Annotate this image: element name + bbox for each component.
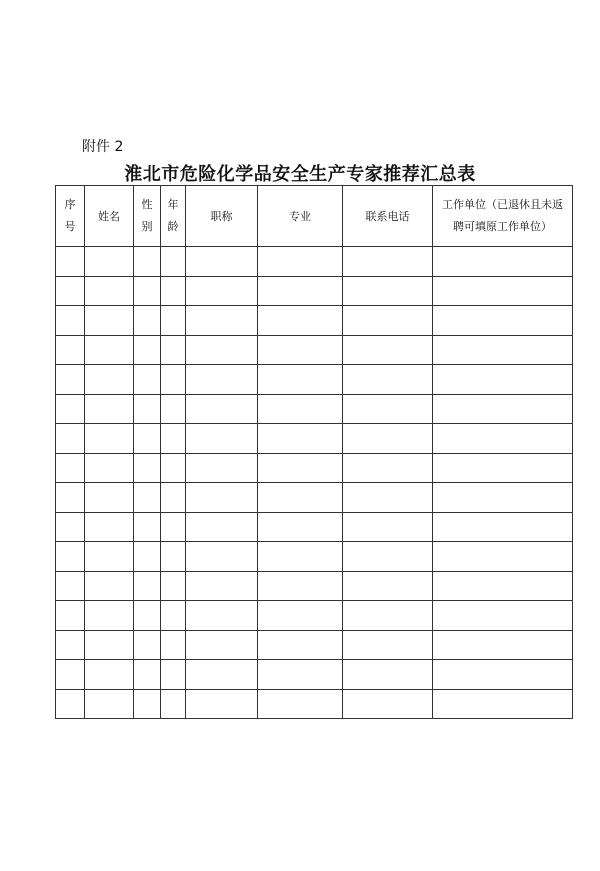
cell-title bbox=[186, 335, 258, 365]
cell-name bbox=[85, 335, 134, 365]
table-row bbox=[56, 394, 573, 424]
cell-age bbox=[161, 483, 186, 513]
cell-gender bbox=[134, 542, 161, 572]
table-row bbox=[56, 306, 573, 336]
cell-index bbox=[56, 453, 85, 483]
cell-name bbox=[85, 660, 134, 690]
cell-employer bbox=[433, 335, 573, 365]
cell-age bbox=[161, 689, 186, 719]
cell-employer bbox=[433, 394, 573, 424]
header-title: 职称 bbox=[186, 186, 258, 247]
cell-title bbox=[186, 365, 258, 395]
cell-phone bbox=[343, 394, 433, 424]
table-row bbox=[56, 571, 573, 601]
cell-name bbox=[85, 247, 134, 277]
cell-name bbox=[85, 424, 134, 454]
cell-phone bbox=[343, 306, 433, 336]
header-age-line2: 龄 bbox=[167, 220, 179, 233]
cell-age bbox=[161, 276, 186, 306]
cell-name bbox=[85, 689, 134, 719]
cell-gender bbox=[134, 306, 161, 336]
cell-name bbox=[85, 512, 134, 542]
cell-name bbox=[85, 365, 134, 395]
cell-index bbox=[56, 660, 85, 690]
cell-title bbox=[186, 306, 258, 336]
cell-title bbox=[186, 276, 258, 306]
cell-title bbox=[186, 453, 258, 483]
cell-index bbox=[56, 365, 85, 395]
cell-gender bbox=[134, 689, 161, 719]
cell-phone bbox=[343, 512, 433, 542]
header-age-line1: 年 bbox=[167, 198, 179, 211]
cell-employer bbox=[433, 689, 573, 719]
cell-phone bbox=[343, 689, 433, 719]
cell-age bbox=[161, 424, 186, 454]
table-row bbox=[56, 512, 573, 542]
cell-employer bbox=[433, 365, 573, 395]
cell-specialty bbox=[258, 394, 343, 424]
cell-employer bbox=[433, 660, 573, 690]
table-row bbox=[56, 689, 573, 719]
cell-gender bbox=[134, 335, 161, 365]
cell-gender bbox=[134, 247, 161, 277]
cell-employer bbox=[433, 483, 573, 513]
cell-phone bbox=[343, 571, 433, 601]
cell-gender bbox=[134, 424, 161, 454]
cell-gender bbox=[134, 660, 161, 690]
cell-index bbox=[56, 306, 85, 336]
cell-specialty bbox=[258, 424, 343, 454]
cell-title bbox=[186, 247, 258, 277]
table-row bbox=[56, 601, 573, 631]
header-phone: 联系电话 bbox=[343, 186, 433, 247]
cell-name bbox=[85, 453, 134, 483]
cell-phone bbox=[343, 424, 433, 454]
cell-specialty bbox=[258, 247, 343, 277]
header-employer-text: 工作单位（已退休且未返聘可填原工作单位） bbox=[442, 198, 563, 233]
document-title: 淮北市危险化学品安全生产专家推荐汇总表 bbox=[124, 164, 476, 185]
cell-title bbox=[186, 571, 258, 601]
cell-phone bbox=[343, 276, 433, 306]
cell-title bbox=[186, 660, 258, 690]
cell-title bbox=[186, 483, 258, 513]
header-specialty: 专业 bbox=[258, 186, 343, 247]
cell-specialty bbox=[258, 601, 343, 631]
cell-specialty bbox=[258, 689, 343, 719]
cell-title bbox=[186, 630, 258, 660]
cell-gender bbox=[134, 512, 161, 542]
cell-gender bbox=[134, 394, 161, 424]
cell-employer bbox=[433, 453, 573, 483]
cell-gender bbox=[134, 630, 161, 660]
cell-index bbox=[56, 542, 85, 572]
header-gender-line2: 别 bbox=[141, 220, 153, 233]
expert-summary-table bbox=[55, 185, 573, 719]
cell-specialty bbox=[258, 571, 343, 601]
cell-title bbox=[186, 512, 258, 542]
cell-index bbox=[56, 394, 85, 424]
cell-specialty bbox=[258, 542, 343, 572]
header-index-line2: 号 bbox=[64, 220, 76, 233]
cell-employer bbox=[433, 424, 573, 454]
header-index-line1: 序 bbox=[64, 198, 76, 211]
cell-age bbox=[161, 512, 186, 542]
table-row bbox=[56, 453, 573, 483]
table-row bbox=[56, 660, 573, 690]
table-row bbox=[56, 335, 573, 365]
cell-age bbox=[161, 394, 186, 424]
table-row bbox=[56, 365, 573, 395]
cell-index bbox=[56, 483, 85, 513]
header-row bbox=[56, 186, 573, 247]
table-body bbox=[56, 247, 573, 719]
cell-gender bbox=[134, 571, 161, 601]
cell-phone bbox=[343, 660, 433, 690]
cell-specialty bbox=[258, 483, 343, 513]
header-gender bbox=[134, 186, 161, 247]
cell-age bbox=[161, 601, 186, 631]
cell-phone bbox=[343, 483, 433, 513]
cell-employer bbox=[433, 630, 573, 660]
cell-gender bbox=[134, 276, 161, 306]
cell-phone bbox=[343, 542, 433, 572]
cell-gender bbox=[134, 483, 161, 513]
cell-index bbox=[56, 276, 85, 306]
table-row bbox=[56, 630, 573, 660]
cell-specialty bbox=[258, 660, 343, 690]
cell-specialty bbox=[258, 335, 343, 365]
cell-index bbox=[56, 335, 85, 365]
cell-employer bbox=[433, 512, 573, 542]
attachment-label: 附件 2 bbox=[82, 139, 124, 155]
cell-title bbox=[186, 601, 258, 631]
header-employer bbox=[433, 186, 573, 247]
cell-employer bbox=[433, 571, 573, 601]
cell-index bbox=[56, 630, 85, 660]
cell-name bbox=[85, 571, 134, 601]
cell-employer bbox=[433, 276, 573, 306]
cell-specialty bbox=[258, 276, 343, 306]
cell-phone bbox=[343, 365, 433, 395]
table-row bbox=[56, 276, 573, 306]
cell-age bbox=[161, 306, 186, 336]
cell-title bbox=[186, 689, 258, 719]
cell-phone bbox=[343, 601, 433, 631]
cell-name bbox=[85, 276, 134, 306]
table-row bbox=[56, 542, 573, 572]
cell-employer bbox=[433, 601, 573, 631]
cell-age bbox=[161, 365, 186, 395]
cell-age bbox=[161, 453, 186, 483]
cell-specialty bbox=[258, 630, 343, 660]
cell-phone bbox=[343, 247, 433, 277]
cell-specialty bbox=[258, 512, 343, 542]
header-name: 姓名 bbox=[85, 186, 134, 247]
cell-title bbox=[186, 394, 258, 424]
cell-index bbox=[56, 571, 85, 601]
cell-name bbox=[85, 630, 134, 660]
cell-name bbox=[85, 542, 134, 572]
header-gender-line1: 性 bbox=[141, 198, 153, 211]
cell-phone bbox=[343, 335, 433, 365]
cell-name bbox=[85, 601, 134, 631]
cell-index bbox=[56, 601, 85, 631]
cell-gender bbox=[134, 365, 161, 395]
cell-title bbox=[186, 424, 258, 454]
cell-phone bbox=[343, 453, 433, 483]
cell-name bbox=[85, 394, 134, 424]
cell-index bbox=[56, 247, 85, 277]
header-age bbox=[161, 186, 186, 247]
table-row bbox=[56, 483, 573, 513]
cell-index bbox=[56, 424, 85, 454]
cell-employer bbox=[433, 306, 573, 336]
cell-age bbox=[161, 660, 186, 690]
cell-specialty bbox=[258, 453, 343, 483]
cell-specialty bbox=[258, 365, 343, 395]
cell-name bbox=[85, 483, 134, 513]
cell-employer bbox=[433, 542, 573, 572]
cell-age bbox=[161, 247, 186, 277]
cell-age bbox=[161, 571, 186, 601]
cell-specialty bbox=[258, 306, 343, 336]
header-index bbox=[56, 186, 85, 247]
cell-gender bbox=[134, 453, 161, 483]
cell-gender bbox=[134, 601, 161, 631]
cell-phone bbox=[343, 630, 433, 660]
cell-name bbox=[85, 306, 134, 336]
table-row bbox=[56, 424, 573, 454]
cell-index bbox=[56, 689, 85, 719]
table-row bbox=[56, 247, 573, 277]
cell-age bbox=[161, 335, 186, 365]
cell-index bbox=[56, 512, 85, 542]
cell-age bbox=[161, 542, 186, 572]
cell-age bbox=[161, 630, 186, 660]
cell-title bbox=[186, 542, 258, 572]
cell-employer bbox=[433, 247, 573, 277]
